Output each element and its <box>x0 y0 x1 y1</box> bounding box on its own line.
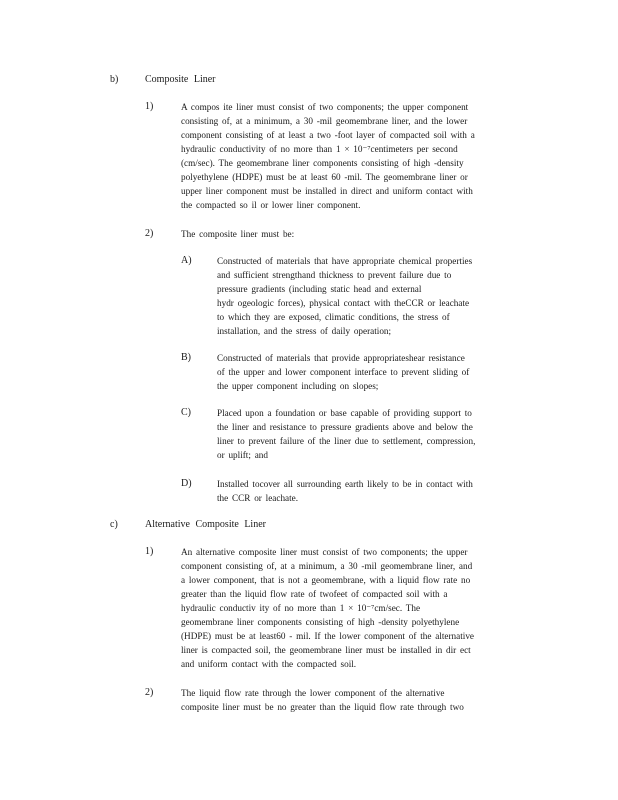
section-c-item-2-text <box>181 686 526 714</box>
text-line: Installed tocover all surrounding earth likely to be in contact with <box>217 479 473 489</box>
section-b-item-2-sub-d-text <box>217 477 533 505</box>
text-line: consisting of, at a minimum, a 30 -mil geomembrane liner, and the lower <box>181 116 468 126</box>
text-line: greater than the liquid flow rate of twofeet of compacted soil with a <box>181 589 448 599</box>
text-line: polyethylene (HDPE) must be at least 60 -mil. The geomembrane liner or <box>181 172 468 182</box>
text-line: installation, and the stress of daily operation; <box>217 326 392 336</box>
section-b-item-2-sub-a-text <box>217 254 533 338</box>
section-c-item-1-text <box>181 545 536 671</box>
section-c-heading: Alternative Composite Liner <box>145 519 266 530</box>
text-line: A compos ite liner must consist of two components; the upper component <box>181 102 469 112</box>
text-line: The liquid flow rate through the lower component of the alternative <box>181 688 445 698</box>
text-line: pressure gradients (including static head and external <box>217 284 422 294</box>
section-c-item-2-number: 2) <box>145 687 154 698</box>
text-line: Placed upon a foundation or base capable of providing support to <box>217 408 472 418</box>
section-b-item-2-sub-a-number: A) <box>181 255 192 266</box>
text-line: liner to prevent failure of the liner due to settlement, compression, <box>217 436 476 446</box>
text-line: the upper component including on slopes; <box>217 381 379 391</box>
text-line: the liner and resistance to pressure gradients above and below the <box>217 422 473 432</box>
section-b-item-2-text <box>181 227 539 241</box>
section-b-item-1-text <box>181 100 539 212</box>
section-b-marker: b) <box>110 74 119 85</box>
text-line: to which they are exposed, climatic conditions, the stress of <box>217 312 450 322</box>
text-line: Constructed of materials that have appropriate chemical properties <box>217 256 473 266</box>
text-line: or uplift; and <box>217 450 268 460</box>
section-b-item-2-sub-c-number: C) <box>181 407 191 418</box>
section-b-item-2-number: 2) <box>145 228 154 239</box>
text-line: and sufficient strengthand thickness to prevent failure due to <box>217 270 452 280</box>
text-line: a lower component, that is not a geomembrane, with a liquid flow rate no <box>181 575 471 585</box>
text-line: upper liner component must be installed in direct and uniform contact with <box>181 186 473 196</box>
text-line: the compacted so il or lower liner component. <box>181 200 361 210</box>
text-line: An alternative composite liner must consist of two components; the upper <box>181 547 468 557</box>
text-line: the CCR or leachate. <box>217 493 299 503</box>
text-line: component consisting of at least a two -foot layer of compacted soil with a <box>181 130 475 140</box>
text-line: (HDPE) must be at least60 - mil. If the lower component of the alternative <box>181 631 475 641</box>
section-b-heading: Composite Liner <box>145 74 216 85</box>
section-b-item-1-number: 1) <box>145 101 154 112</box>
text-line: Constructed of materials that provide appropriateshear resistance <box>217 353 465 363</box>
section-b-item-2-sub-d-number: D) <box>181 478 192 489</box>
section-c-marker: c) <box>110 519 118 530</box>
text-line: (cm/sec). The geomembrane liner components consisting of high -density <box>181 158 464 168</box>
text-line: hydraulic conductiv ity of no more than 1 × 10⁻⁷cm/sec. The <box>181 603 421 613</box>
section-c-item-1-number: 1) <box>145 546 154 557</box>
text-line: component consisting of, at a minimum, a 30 -mil geomembrane liner, and <box>181 561 473 571</box>
text-line: hydr ogeologic forces), physical contact with theCCR or leachate <box>217 298 470 308</box>
section-b-item-2-sub-b-text <box>217 351 529 393</box>
section-b-item-2-sub-b-number: B) <box>181 352 191 363</box>
text-line: hydraulic conductivity of no more than 1 × 10⁻⁷centimeters per second <box>181 144 458 154</box>
text-line: liner is compacted soil, the geomembrane liner must be installed in dir ect <box>181 645 471 655</box>
text-line: geomembrane liner components consisting of high -density polyethylene <box>181 617 460 627</box>
text-line: and uniform contact with the compacted soil. <box>181 659 357 669</box>
section-b-item-2-sub-c-text <box>217 406 533 462</box>
text-line: The composite liner must be: <box>181 229 295 239</box>
text-line: of the upper and lower component interface to prevent sliding of <box>217 367 470 377</box>
text-line: composite liner must be no greater than the liquid flow rate through two <box>181 702 464 712</box>
